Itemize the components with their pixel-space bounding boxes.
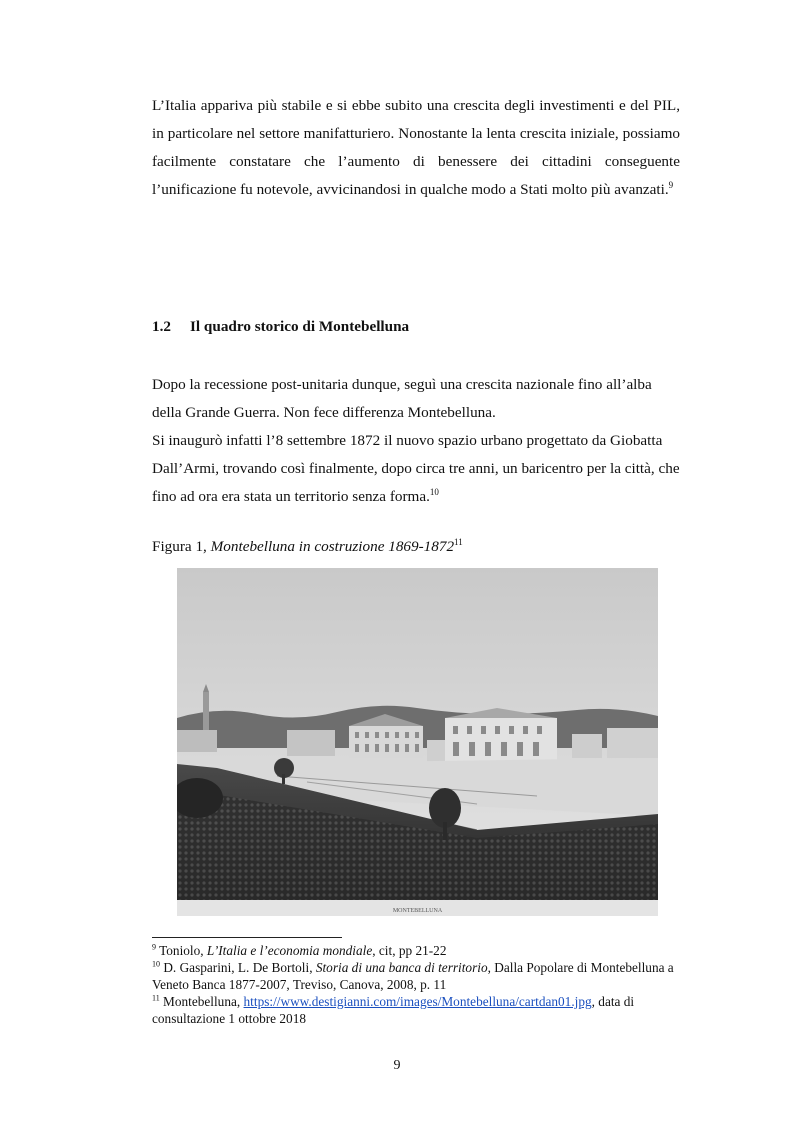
footnotes — [152, 942, 692, 1027]
historic-photo-montebelluna — [177, 568, 658, 916]
paragraph-montebelluna: Dopo la recessione post-unitaria dunque, seguì una crescita nazionale fino all’alba della Grande Guerra. Non fece differenza Montebelluna. Si inaugurò infatti l’8 settembre 1872 il nuovo spazio urbano progettato da Giobatta Dall’Armi, trovando così finalmente, dopo circa tre anni, un baricentro per la città, che fino ad ora era stata un territorio senza forma.$^{10}$ — [152, 376, 680, 505]
footnote-11: $^{11}$ Montebelluna, https://www.destigianni.com/images/Montebelluna/cartdan01.jpg, data di consultazione 1 ottobre 2018 — [152, 993, 635, 1026]
footnote-9: $^9$ Toniolo, L’Italia e l’economia mondiale, cit, pp 21-22 — [152, 942, 447, 958]
section-heading — [152, 318, 409, 336]
footnote-link[interactable]: https://www.destigianni.com/images/Montebelluna/cartdan01.jpg — [243, 994, 592, 1009]
footnote-ref-9[interactable]: 9 — [668, 179, 674, 190]
page-number: 9 — [393, 1058, 401, 1073]
footnote-10: $^{10}$ D. Gasparini, L. De Bortoli, Storia di una banca di territorio, Dalla Popolare di Montebelluna a Veneto Banca 1877-2007, Treviso, Canova, 2008, p. 11 — [152, 959, 674, 992]
figure-caption: Figura 1, Montebelluna in costruzione 1869-1872$^{11}$ — [152, 536, 463, 555]
section-title: Il quadro storico di Montebelluna — [190, 318, 410, 335]
photo-inscription: MONTEBELLUNA — [392, 908, 443, 914]
section-number: 1.2 — [152, 318, 171, 335]
footnote-ref-11[interactable]: 11 — [454, 536, 463, 547]
paragraph-economy: L’Italia appariva più stabile e si ebbe subito una crescita degli investimenti e del PIL, in particolare nel settore manifatturiero. Nonostante la lenta crescita iniziale, possiamo facilmente constatare che l’aumento di benessere dei cittadini conseguente l’unificazione fu notevole, avvicinandosi in qualche modo a Stati molto più avanzati.$^9$ — [152, 97, 680, 198]
footnote-separator — [152, 937, 342, 938]
footnote-ref-10[interactable]: 10 — [429, 486, 439, 497]
